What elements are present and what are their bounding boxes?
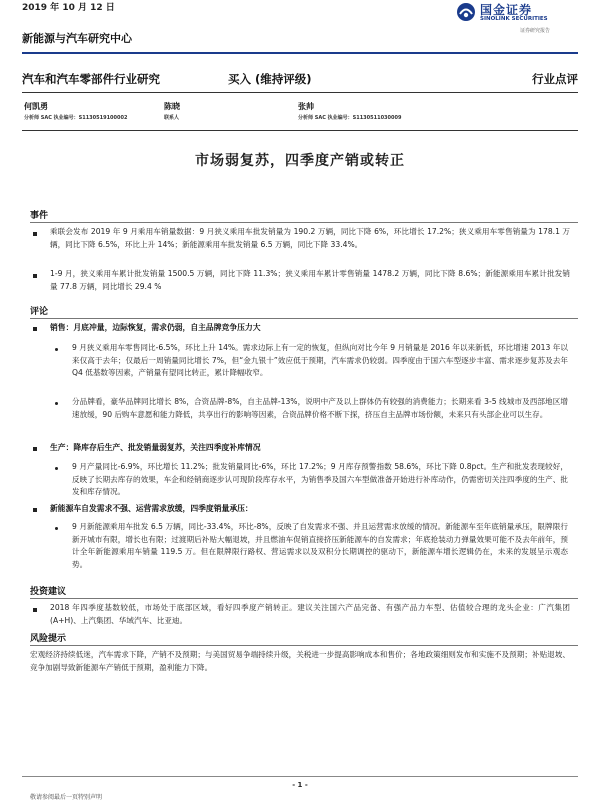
review-point: 9 月产量同比-6.9%，环比增长 11.2%；批发销量同比-6%，环比 17.2%；9 月库存预警指数 58.6%，环比下降 0.8pct。生产和批发表现较好，反映了长期去库存的效果，车企和经销商逐步认可现阶段库存水平，为销售季及国六车型做准备开始进行补库动作，仍需密切关注四季度的生产、批发和库存情况。 xyxy=(72,462,568,497)
bullet-dot-icon xyxy=(55,402,58,405)
section-heading-event: 事件 xyxy=(30,211,49,221)
analyst-credential: 分析师 SAC 执业编号：S1130511030009 xyxy=(298,115,402,121)
risk-text: 宏观经济持续低迷，汽车需求下降，产销不及预期；与美国贸易争端持续升级，关税进一步提高影响成本和售价；各地政策细则发布和实施不及预期；补贴退坡、竞争加剧导致新能源车产销低于预期，盈利能力下降。 xyxy=(30,650,570,672)
analyst-credential: 联系人 xyxy=(164,115,180,121)
analyst-credential: 分析师 SAC 执业编号：S1130519100002 xyxy=(24,115,128,121)
review-point: 9 月新能源乘用车批发 6.5 万辆，同比-33.4%，环比-8%，反映了自发需求不强、并且运营需求放缓的情况。新能源车至年底销量承压，限牌限行新开城市有限，增长也有限；过渡期后补贴大幅退坡，并且燃油车促销直接挤压新能源车的自发需求；年底抢装动力弹量效果可能不及去年前年，预计全年新能源乘用车销量 119.5 万。但在限牌限行路权、营运需求以及双积分长期调控的驱动下，新能源车增长逻辑仍在，未来的发展呈示观态势。 xyxy=(72,522,568,569)
analyst-name: 何凯勇 xyxy=(24,102,48,111)
section-divider xyxy=(30,598,578,599)
industry-label: 汽车和汽车零部件行业研究 xyxy=(22,72,160,86)
brand-logo xyxy=(456,0,576,38)
review-point: 分品牌看，豪华品牌同比增长 8%，合资品牌-8%，自主品牌-13%，说明中产及以上群体仍有较强的消费能力；长期来看 3-5 线城市及西部地区增速放缓，90 后购车意愿和能力降低，共享出行的影响等因素，合资品牌价格不断下探，挤压自主品牌市场份额，未来只有头部企业可以生存。 xyxy=(72,397,568,419)
analyst-name: 张帅 xyxy=(298,102,314,111)
report-date: 2019 年 10 月 12 日 xyxy=(22,3,115,13)
footer-disclaimer: 敬请参阅最后一页特别声明 xyxy=(30,794,103,801)
logo-text-en: SINOLINK SECURITIES xyxy=(480,16,548,22)
research-center: 新能源与汽车研究中心 xyxy=(22,32,132,45)
review-subheading-sales: 销售：月底冲量，边际恢复，需求仍弱，自主品牌竞争压力大 xyxy=(50,323,261,332)
report-type-label: 行业点评 xyxy=(532,72,578,86)
bullet-square-icon xyxy=(33,274,37,278)
bullet-square-icon xyxy=(33,327,37,331)
bullet-square-icon xyxy=(33,508,37,512)
report-title: 市场弱复苏，四季度产销或转正 xyxy=(195,153,405,169)
section-heading-risk: 风险提示 xyxy=(30,634,67,644)
logo-text-cn: 国金证券 xyxy=(480,3,533,17)
bullet-square-icon xyxy=(33,232,37,236)
page-number: - 1 - xyxy=(292,781,308,789)
bullet-dot-icon xyxy=(55,348,58,351)
bullet-dot-icon xyxy=(55,467,58,470)
subheader-divider xyxy=(22,92,578,93)
bullet-square-icon xyxy=(33,608,37,612)
header-divider xyxy=(22,52,578,54)
section-divider xyxy=(30,318,578,319)
logo-subtitle: 证券研究报告 xyxy=(520,28,551,34)
section-heading-review: 评论 xyxy=(30,307,49,317)
section-divider xyxy=(30,222,578,223)
bullet-square-icon xyxy=(33,447,37,451)
bullet-dot-icon xyxy=(55,527,58,530)
section-divider xyxy=(30,645,578,646)
analyst-name: 陈晓 xyxy=(164,102,180,111)
event-item: 1-9 月，狭义乘用车累计批发销量 1500.5 万辆，同比下降 11.3%；狭义乘用车累计零售销量 1478.2 万辆，同比下降 8.6%；新能源乘用车累计批发销量 77.8 万辆，同比增长 29.4 % xyxy=(50,269,570,291)
invest-item: 2018 年四季度基数较低，市场处于底部区域，看好四季度产销转正。建议关注国六产品完备、有强产品力车型、估值较合理的龙头企业：广汽集团 (A+H)、上汽集团、华域汽车、比亚迪。 xyxy=(50,603,570,625)
analyst-divider xyxy=(22,130,578,131)
review-point: 9 月狭义乘用车零售同比-6.5%，环比上升 14%。需求边际上有一定的恢复，但纵向对比今年 9 月销量是 2016 年以来新低，环比增速 2013 年以来仅高于去年；仅最后一周销量同比增长 7%，但“金九银十”效应低于预期，汽车需求仍较弱。四季度由于国六车型逐步丰富、需求逐步复苏及去年 Q4 低基数等因素，产销量有望同比转正，累计降幅收窄。 xyxy=(72,343,568,378)
review-subheading-nev: 新能源车自发需求不强、运营需求放缓，四季度销量承压： xyxy=(50,504,253,513)
footer-divider xyxy=(22,776,578,777)
rating-label: 买入 (维持评级) xyxy=(228,72,312,86)
logo-mark-icon xyxy=(456,2,476,22)
section-heading-invest: 投资建议 xyxy=(30,587,67,597)
review-subheading-production: 生产：降库存后生产、批发销量弱复苏，关注四季度补库情况 xyxy=(50,443,261,452)
event-item: 乘联会发布 2019 年 9 月乘用车销量数据：9 月狭义乘用车批发销量为 190.2 万辆，同比下降 6%，环比增长 17.2%；狭义乘用车零售销量为 178.1 万辆，同比下降 6.5%，环比上升 14%；新能源乘用车批发销量 6.5 万辆，同比下降 33.4%。 xyxy=(50,227,570,249)
